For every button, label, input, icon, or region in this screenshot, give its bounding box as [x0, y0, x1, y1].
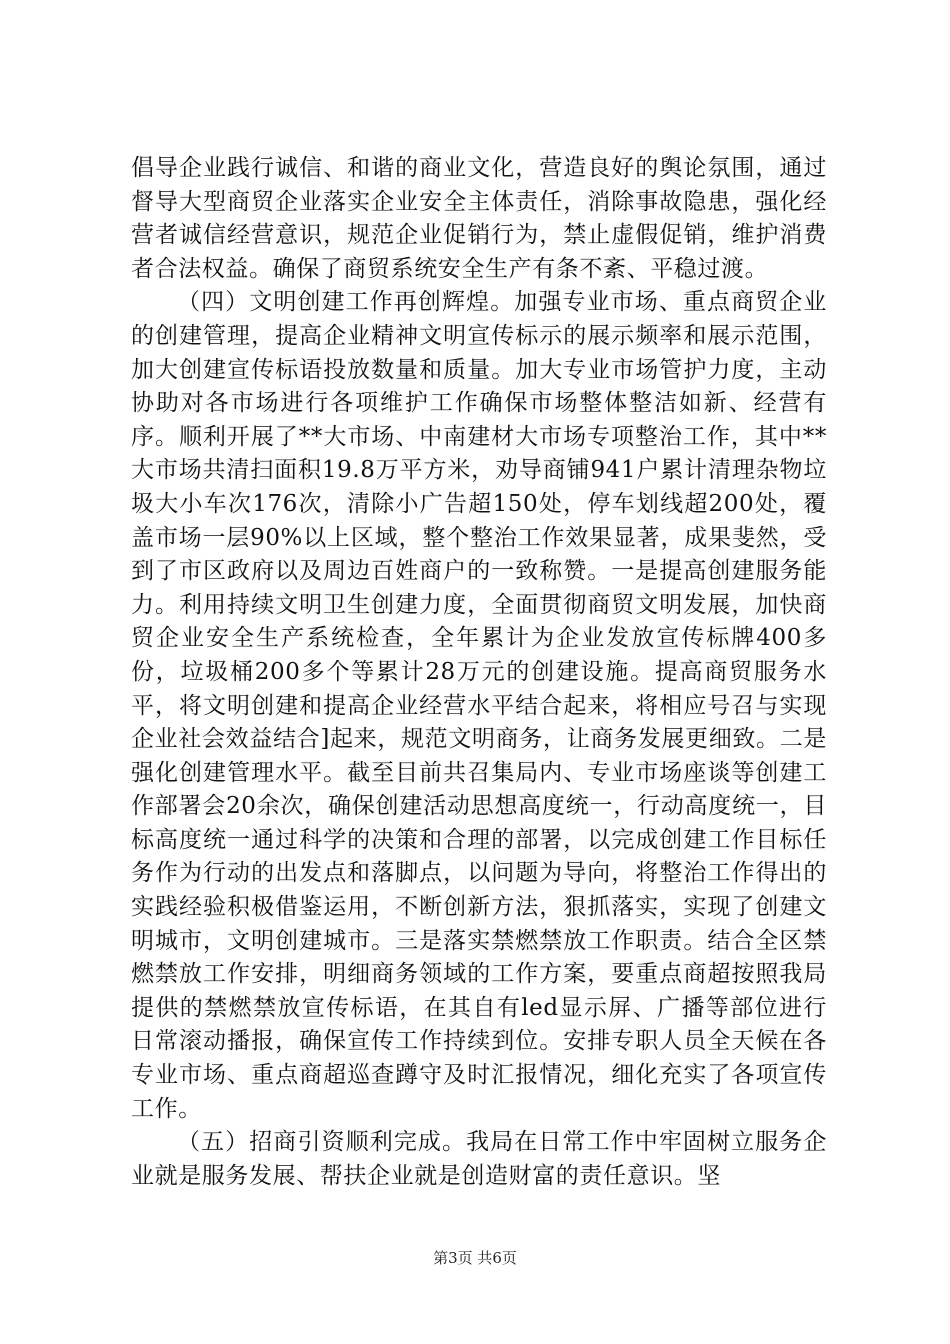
paragraph-continuation: 倡导企业践行诚信、和谐的商业文化，营造良好的舆论氛围，通过督导大型商贸企业落实企业安全主体责任，消除事故隐患，强化经营者诚信经营意识，规范企业促销行为，禁止虚假促销，维护消费者合法权益。确保了商贸系统安全生产有条不紊、平稳过渡。	[131, 155, 827, 282]
document-body	[131, 152, 827, 1193]
paragraph-section-4: （四）文明创建工作再创辉煌。加强专业市场、重点商贸企业的创建管理，提高企业精神文明宣传标示的展示频率和展示范围，加大创建宣传标语投放数量和质量。加大专业市场管护力度，主动协助对各市场进行各项维护工作确保市场整体整洁如新、经营有序。顺利开展了**大市场、中南建材大市场专项整治工作，其中**大市场共清扫面积19.8万平方米，劝导商铺941户累计清理杂物垃圾大小车次176次，清除小广告超150处，停车划线超200处，覆盖市场一层90%以上区域，整个整治工作效果显著，成果斐然，受到了市区政府以及周边百姓商户的一致称赞。一是提高创建服务能力。利用持续文明卫生创建力度，全面贯彻商贸文明发展，加快商贸企业安全生产系统检查，全年累计为企业发放宣传标牌400多份，垃圾桶200多个等累计28万元的创建设施。提高商贸服务水平，将文明创建和提高企业经营水平结合起来，将相应号召与实现企业社会效益结合]起来，规范文明商务，让商务发展更细致。二是强化创建管理水平。截至目前共召集局内、专业市场座谈等创建工作部署会20余次，确保创建活动思想高度统一，行动高度统一，目标高度统一通过科学的决策和合理的部署，以完成创建工作目标任务作为行动的出发点和落脚点，以问题为导向，将整治工作得出的实践经验积极借鉴运用，不断创新方法，狠抓落实，实现了创建文明城市，文明创建城市。三是落实禁燃禁放工作职责。结合全区禁燃禁放工作安排，明细商务领域的工作方案，要重点商超按照我局提供的禁燃禁放宣传标语，在其自有led显示屏、广播等部位进行日常滚动播报，确保宣传工作持续到位。安排专职人员全天候在各专业市场、重点商超巡查蹲守及时汇报情况，细化充实了各项宣传工作。	[131, 289, 827, 1122]
paragraph-section-5: （五）招商引资顺利完成。我局在日常工作中牢固树立服务企业就是服务发展、帮扶企业就是创造财富的责任意识。坚	[131, 1129, 827, 1189]
page-number-footer: 第3页 共6页	[433, 1249, 517, 1267]
